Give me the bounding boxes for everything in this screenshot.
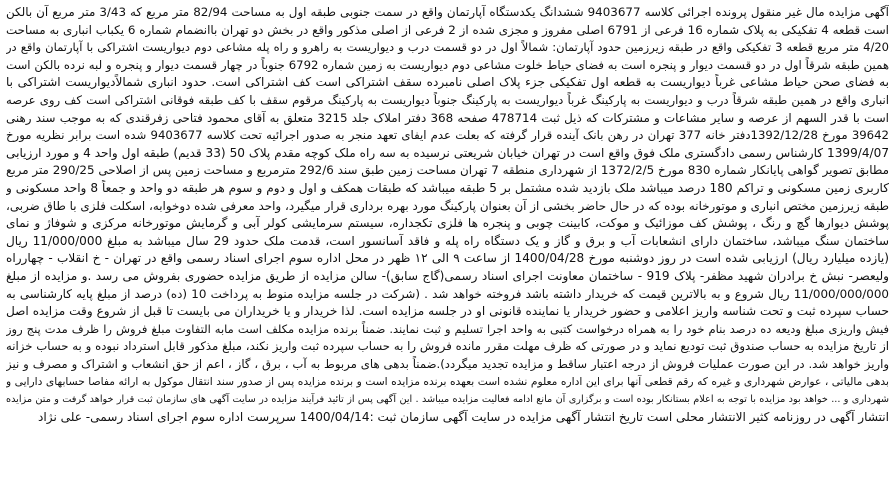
text-line-4: همین طبقه شرقاً اول در دو قسمت دیوار و پنجره است به فضای حیاط خلوت مشاعی دوم دیواریست به زمین شماره 6792 جنوباً در چهار قسمت دیوار و پنجره و لبه نرده بالکن است (6, 57, 889, 72)
text-line-19: فیش واریزی مبلغ ودیعه ده درصد بنام خود را به همراه درخواست کتبی به واحد اجرا تسلیم و ثبت نمایند. ضمناً برنده مزایده مکلف است مابه التفاوت مبلغ فروش را ظرف مدت پنج روز (6, 321, 889, 336)
text-line-6: انباری واقع در همین طبقه شرقاً درب و دیواریست به پارکینگ غرباً دیواریست به پارکینگ جنوباً دیواریست به پارکینگ مرقوم سقف با کف طبقه فوقانی اشتراکی است کف روی عرصه (6, 92, 889, 107)
text-line-22: بدهی مالیاتی ، عوارض شهرداری و غیره که رقم قطعی آنها برای این اداره معلوم نشده است بعهده برنده مزایده است و برنده مزایده پس از صدور سند انتقال موکول به ارائه مفاصا حسابهای دارایی و (6, 375, 889, 389)
text-line-23: شهرداری و ... خواهد بود مزایده با توجه به اعلام بستانکار بوده است و برگزاری آن مانع ادامه فعالیت مزایده میباشد . این آگهی پس از تائید فرآیند مزایده در سایت آگهی های سازمان ثبت قرار خواهد گرفت و متن مزایده (6, 394, 889, 406)
text-line-24: انتشار آگهی در روزنامه کثیر الانتشار محلی است تاریخ انتشار آگهی مزایده در سایت آگهی سازمان ثبت :1400/04/14 سرپرست اداره سوم اجرای اسناد رسمی- علی نژاد (38, 409, 889, 424)
text-line-11: کاربری زمین مسکونی و تراکم 180 درصد میباشد ملک بازدید شده مشتمل بر 5 طبقه میباشد که طبقات همکف و اول و دوم و سوم هر طبقه دو واحد و جمعاً 8 واحد مسکونی و (6, 180, 889, 195)
text-line-16: ولیعصر- نبش خ برادران شهید مظفر- پلاک 919 - ساختمان معاونت اجرای اسناد رسمی(گاج سابق)- سالن مزایده از طریق مزایده حضوری بفروش می رسد .و مزایده از مبلغ (6, 268, 889, 283)
text-line-21: واریز خواهد شد. در این صورت عملیات فروش از درجه اعتبار ساقط و مزایده تجدید میگردد).ضمناً بدهی های مربوط به آب ، برق ، گاز ، اعم از حق انشعاب و اشتراک و مصرف و نیز (6, 356, 889, 371)
text-line-14: ساختمان سنگ میباشد، ساختمان دارای انشعابات آب و برق و گاز و یک دستگاه راه پله و فاقد آسانسور است، قدمت ملک حدود 29 سال میباشد به مبلغ 11/000/000 ریال (6, 233, 889, 248)
text-line-20: از تاریخ مزایده به حساب صندوق ثبت تودیع نماید و در صورتی که ظرف مهلت مقرر مانده فروش را به حساب سپرده ثبت واریز نکند، مبلغ مذکور قابل استرداد نبوده و به حساب خزانه (6, 339, 889, 354)
text-line-3: 4/20 متر مربع قطعه 3 تفکیکی واقع در طبقه زیرزمین حدود آپارتمان: شمالاً اول در دو قسمت درب و دیواریست به راهرو و راه پله مشاعی دوم دیواریست اشتراکی با آپارتمان واقع در (6, 40, 889, 55)
text-line-13: پوشش دیوارها گچ و رنگ ، پوشش کف موزائیک و موکت، کابینت چوبی و پنجره ها فلزی تکجداره، سیستم سرمایشی کولر آبی و گرمایش موتورخانه مرکزی و شوفاژ و نمای (6, 216, 889, 231)
text-line-18: حساب سپرده ثبت و تحت شناسه واریز اعلامی و حضور خریدار یا نماینده قانونی او در جلسه مزایده است. لذا خریدار و یا خریداران می بایست تا قبل از شروع وقت مزایده اصل (6, 304, 889, 319)
text-line-17: 11/000/000/000 ریال شروع و به بالاترین قیمت که خریدار داشته باشد فروخته خواهد شد . (شرکت در جلسه مزایده منوط به پرداخت 10 (ده) درصد از مبلغ پایه کارشناسی به (6, 286, 889, 301)
text-line-15: (یازده میلیارد ریال) ارزیابی شده است در روز دوشنبه مورخ 1400/04/28 از ساعت ۹ الی ۱۲ ظهر در محل اداره سوم اجرای اسناد رسمی واقع در تهران - خ انقلاب - چهارراه (6, 251, 889, 266)
text-line-2: است قطعه 4 تفکیکی به پلاک شماره 16 فرعی از 6791 اصلی مفروز و مجزی شده از 2 فرعی از اصلی مذکور واقع در بخش دو تهران باانضمام شماره 6 یکباب انباری به مساحت (6, 22, 889, 37)
text-line-1: آگهی مزایده مال غیر منقول پرونده اجرائی کلاسه 9403677 ششدانگ یکدستگاه آپارتمان واقع در سمت جنوبی طبقه اول به مساحت 82/94 متر مربع که 3/43 متر مربع آن بالکن (6, 5, 889, 19)
text-line-5: به فضای صحن حیاط مشاعی غرباً دیواریست به قطعه اول تفکیکی جزء پلاک اصلی نامبرده سقف اشتراکی است کف اشتراکی است. حدود انباری شمالاًدیواریست اشتراکی با (6, 75, 889, 90)
text-line-10: مطابق تصویر گواهی پایانکار شماره 830 مورخ 1372/2/5 از شهرداری منطقه 7 تهران مساحت زمین طبق سند 292/6 مترمربع و مساحت زمین پس از اصلاحی 290/25 متر مربع (6, 163, 889, 178)
text-line-7: است با قدر السهم از عرصه و سایر مشاعات و مشترکات که ذیل ثبت 478714 صفحه 368 دفتر املاک جلد 3215 متعلق به آقای محمود فتاحی زفرقندی که به موجب سند رهنی (6, 110, 889, 125)
text-line-9: 1399/4/07 کارشناس رسمی دادگستری ملک فوق واقع است در تهران خیابان شریعتی نرسیده به سه راه ملک کوچه مقدم پلاک 50 (33 قدیم) طبقه اول واحد 4 و مورد ارزیابی (6, 145, 889, 160)
text-line-8: 39642 مورخ 1392/12/28دفتر خانه 377 تهران در رهن بانک آینده قرار گرفته که بعلت عدم ایفای تعهد منجر به صدور اجرائیه تحت کلاسه 9403677 شده است برابر نظریه مورخ (6, 128, 889, 143)
text-line-12: طبقه زیرزمین مختص انباری و موتورخانه بوده که در حال حاضر بخشی از آن بعنوان پارکینگ مورد بهره برداری قرار میگیرد، واحد معرفی شده دوخوابه، اسکلت فلزی با طاق ضربی، (6, 198, 889, 213)
